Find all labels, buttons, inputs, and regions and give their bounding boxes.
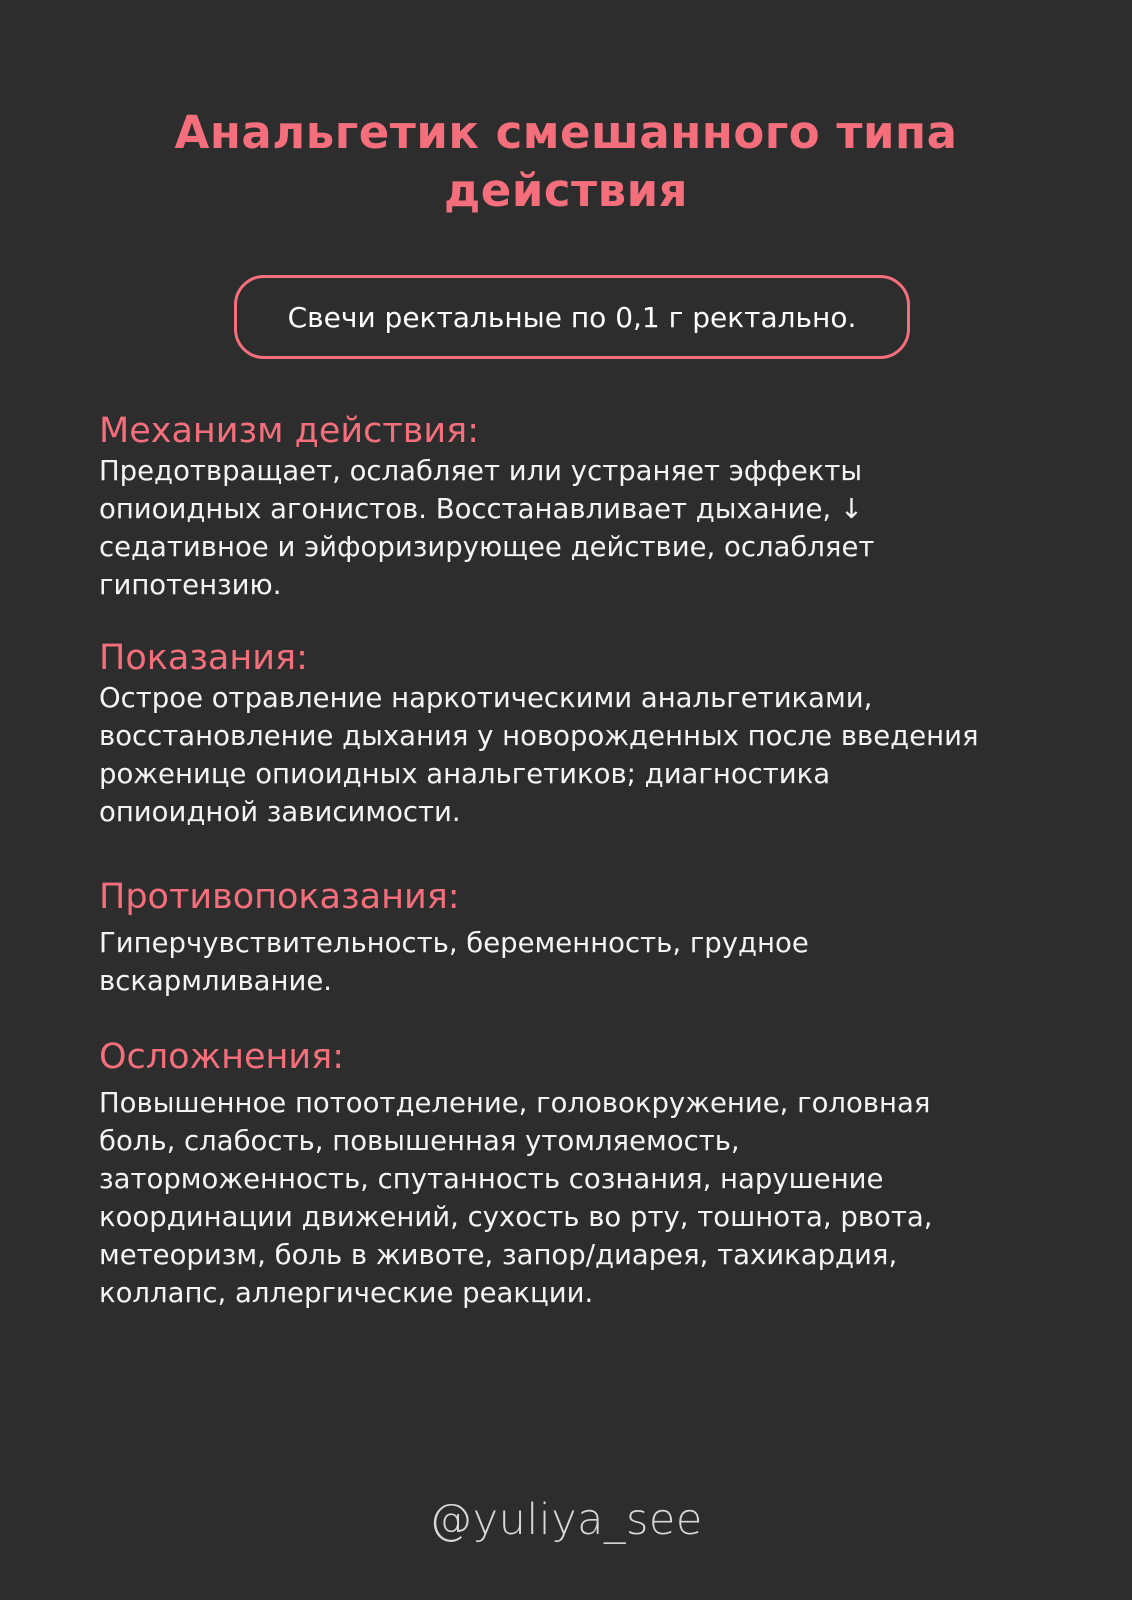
section-contraindications (99, 876, 979, 1000)
section-mechanism-body: Предотвращает, ослабляет или устраняет эффекты опиоидных агонистов. Восстанавливает дыхание, ↓ седативное и эйфоризирующее действие, ослабляет гипотензию. (99, 455, 875, 601)
section-complications (99, 1036, 979, 1312)
section-indications-heading: Показания: (99, 638, 308, 678)
section-contraindications-heading: Противопоказания: (99, 877, 460, 917)
author-handle: @yuliya_see (429, 1495, 703, 1545)
section-indications-body: Острое отравление наркотическими анальгетиками, восстановление дыхания у новорожденных после введения роженице опиоидных анальгетиков; диагностика опиоидной зависимости. (99, 682, 979, 828)
section-mechanism (99, 410, 979, 604)
section-contraindications-body: Гиперчувствительность, беременность, грудное вскармливание. (99, 927, 809, 997)
page-title (0, 104, 1132, 220)
section-indications (99, 637, 979, 831)
page-title-line-2: действия (443, 164, 689, 217)
page-title-line-1: Анальгетик смешанного типа (174, 106, 958, 159)
section-mechanism-heading: Механизм действия: (99, 411, 479, 451)
section-complications-body: Повышенное потоотделение, головокружение, головная боль, слабость, повышенная утомляемость, заторможенность, спутанность сознания, нарушение координации движений, сухость во рту, тошнота, рвота, метеоризм, боль в животе, запор/диарея, тахикардия, коллапс, аллергические реакции. (99, 1087, 933, 1309)
dosage-text: Свечи ректальные по 0,1 г ректально. (287, 300, 857, 334)
dosage-box (234, 275, 910, 359)
section-complications-heading: Осложнения: (99, 1037, 344, 1077)
